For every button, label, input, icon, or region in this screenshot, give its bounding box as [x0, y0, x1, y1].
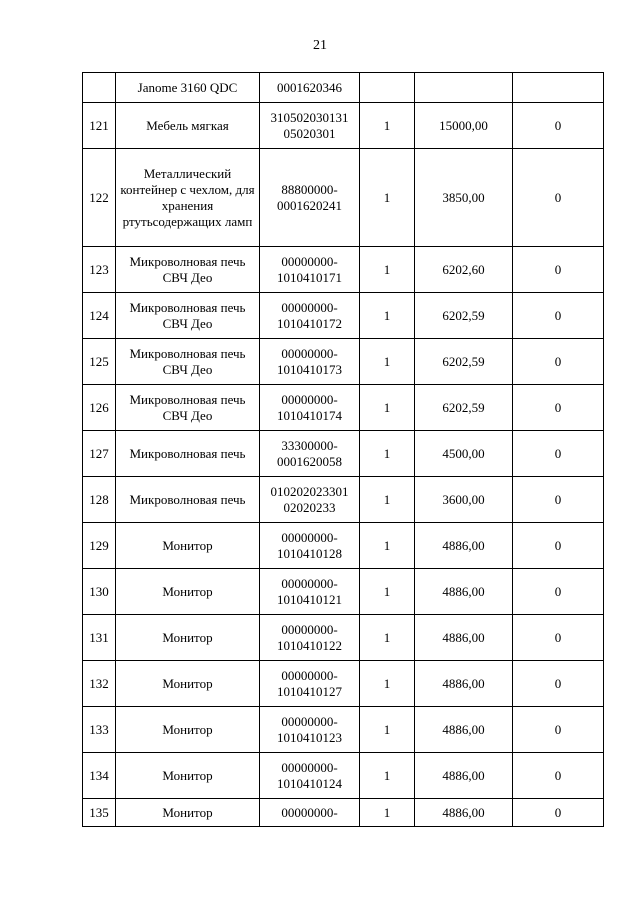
cell-inventory-number: 00000000-1010410121: [260, 569, 360, 615]
cell-quantity: [360, 73, 415, 103]
cell-number: 133: [83, 707, 116, 753]
cell-cost: 4886,00: [415, 569, 513, 615]
cell-residual-value: [513, 73, 604, 103]
table-row: [83, 293, 604, 339]
table-row: [83, 523, 604, 569]
cell-inventory-number: 33300000-0001620058: [260, 431, 360, 477]
cell-residual-value: 0: [513, 569, 604, 615]
cell-inventory-number: 010202023301 02020233: [260, 477, 360, 523]
cell-name: Монитор: [116, 707, 260, 753]
cell-inventory-number: 00000000-1010410122: [260, 615, 360, 661]
cell-cost: 4886,00: [415, 753, 513, 799]
cell-number: [83, 73, 116, 103]
cell-name: Микроволновая печь: [116, 431, 260, 477]
cell-name: Микроволновая печь СВЧ Део: [116, 247, 260, 293]
cell-inventory-number: 00000000-1010410123: [260, 707, 360, 753]
cell-inventory-number: 00000000-: [260, 799, 360, 827]
cell-number: 134: [83, 753, 116, 799]
table-row: [83, 615, 604, 661]
table-row: [83, 707, 604, 753]
cell-residual-value: 0: [513, 477, 604, 523]
cell-residual-value: 0: [513, 149, 604, 247]
cell-inventory-number: 00000000-1010410127: [260, 661, 360, 707]
cell-residual-value: 0: [513, 431, 604, 477]
cell-number: 121: [83, 103, 116, 149]
cell-quantity: 1: [360, 523, 415, 569]
cell-cost: 4886,00: [415, 615, 513, 661]
table-row: [83, 385, 604, 431]
cell-cost: 3850,00: [415, 149, 513, 247]
cell-cost: 6202,60: [415, 247, 513, 293]
cell-name: Монитор: [116, 799, 260, 827]
cell-residual-value: 0: [513, 103, 604, 149]
table-row: [83, 799, 604, 827]
cell-cost: 15000,00: [415, 103, 513, 149]
table-row: [83, 661, 604, 707]
cell-name: Микроволновая печь СВЧ Део: [116, 385, 260, 431]
inventory-table: [82, 72, 604, 827]
cell-residual-value: 0: [513, 385, 604, 431]
cell-cost: 6202,59: [415, 385, 513, 431]
cell-quantity: 1: [360, 661, 415, 707]
cell-name: Микроволновая печь: [116, 477, 260, 523]
cell-name: Janome 3160 QDC: [116, 73, 260, 103]
cell-number: 122: [83, 149, 116, 247]
cell-quantity: 1: [360, 339, 415, 385]
cell-number: 132: [83, 661, 116, 707]
cell-number: 126: [83, 385, 116, 431]
cell-name: Металлический контейнер с чехлом, для хранения ртутьсодержащих ламп: [116, 149, 260, 247]
cell-quantity: 1: [360, 707, 415, 753]
cell-cost: 4500,00: [415, 431, 513, 477]
cell-number: 128: [83, 477, 116, 523]
cell-quantity: 1: [360, 799, 415, 827]
cell-name: Монитор: [116, 569, 260, 615]
cell-inventory-number: 00000000-1010410128: [260, 523, 360, 569]
cell-name: Микроволновая печь СВЧ Део: [116, 339, 260, 385]
cell-cost: [415, 73, 513, 103]
cell-inventory-number: 00000000-1010410124: [260, 753, 360, 799]
cell-number: 125: [83, 339, 116, 385]
cell-name: Микроволновая печь СВЧ Део: [116, 293, 260, 339]
cell-inventory-number: 88800000-0001620241: [260, 149, 360, 247]
cell-residual-value: 0: [513, 339, 604, 385]
cell-number: 129: [83, 523, 116, 569]
cell-residual-value: 0: [513, 523, 604, 569]
table-row: [83, 431, 604, 477]
cell-number: 127: [83, 431, 116, 477]
cell-name: Монитор: [116, 615, 260, 661]
table-row: [83, 73, 604, 103]
cell-inventory-number: 0001620346: [260, 73, 360, 103]
cell-quantity: 1: [360, 431, 415, 477]
cell-number: 130: [83, 569, 116, 615]
cell-residual-value: 0: [513, 753, 604, 799]
cell-residual-value: 0: [513, 799, 604, 827]
cell-residual-value: 0: [513, 247, 604, 293]
cell-cost: 6202,59: [415, 339, 513, 385]
cell-number: 135: [83, 799, 116, 827]
cell-quantity: 1: [360, 477, 415, 523]
table-row: [83, 103, 604, 149]
cell-quantity: 1: [360, 569, 415, 615]
cell-inventory-number: 310502030131 05020301: [260, 103, 360, 149]
cell-cost: 3600,00: [415, 477, 513, 523]
cell-residual-value: 0: [513, 615, 604, 661]
cell-quantity: 1: [360, 753, 415, 799]
cell-quantity: 1: [360, 385, 415, 431]
cell-cost: 4886,00: [415, 523, 513, 569]
cell-number: 123: [83, 247, 116, 293]
table-row: [83, 247, 604, 293]
cell-name: Мебель мягкая: [116, 103, 260, 149]
cell-inventory-number: 00000000-1010410171: [260, 247, 360, 293]
cell-number: 124: [83, 293, 116, 339]
cell-cost: 4886,00: [415, 661, 513, 707]
cell-inventory-number: 00000000-1010410174: [260, 385, 360, 431]
cell-quantity: 1: [360, 293, 415, 339]
cell-inventory-number: 00000000-1010410173: [260, 339, 360, 385]
cell-residual-value: 0: [513, 707, 604, 753]
cell-quantity: 1: [360, 247, 415, 293]
cell-name: Монитор: [116, 661, 260, 707]
table-body: [83, 73, 604, 827]
cell-quantity: 1: [360, 149, 415, 247]
table-row: [83, 477, 604, 523]
cell-residual-value: 0: [513, 661, 604, 707]
table-row: [83, 339, 604, 385]
cell-quantity: 1: [360, 103, 415, 149]
cell-residual-value: 0: [513, 293, 604, 339]
table-row: [83, 753, 604, 799]
cell-quantity: 1: [360, 615, 415, 661]
cell-cost: 4886,00: [415, 707, 513, 753]
cell-cost: 4886,00: [415, 799, 513, 827]
cell-name: Монитор: [116, 753, 260, 799]
page-number: 21: [313, 38, 327, 53]
table-row: [83, 149, 604, 247]
cell-inventory-number: 00000000-1010410172: [260, 293, 360, 339]
cell-cost: 6202,59: [415, 293, 513, 339]
cell-name: Монитор: [116, 523, 260, 569]
table-row: [83, 569, 604, 615]
cell-number: 131: [83, 615, 116, 661]
